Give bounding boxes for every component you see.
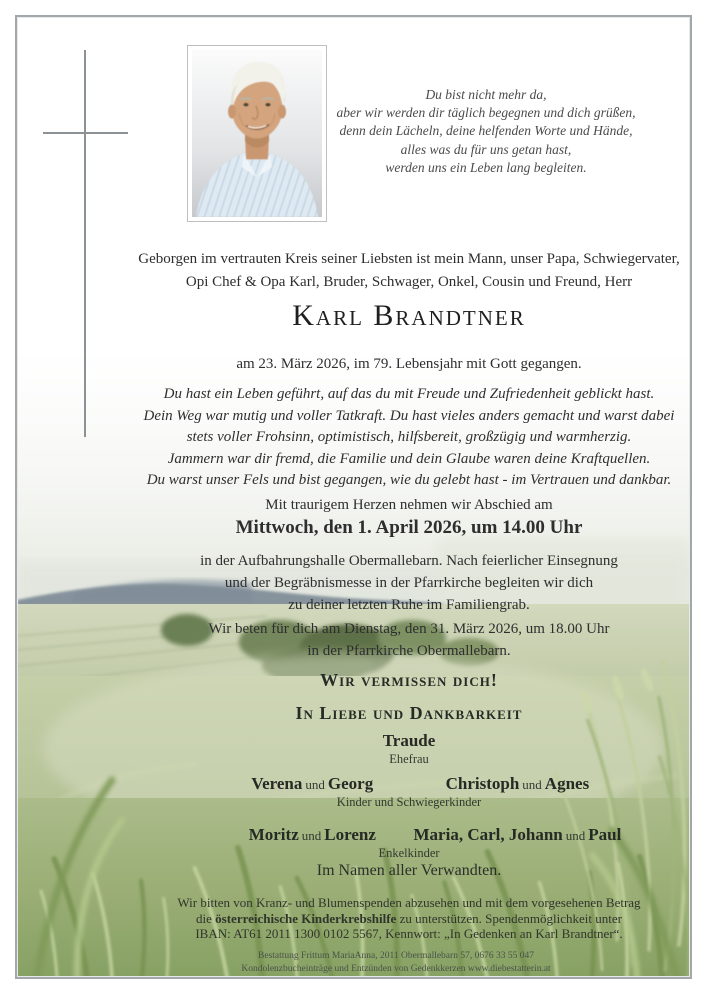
funeral-details [116, 550, 702, 616]
tribute-line: Jammern war dir fremd, die Familie und dein Glaube waren deine Kraftquellen. [167, 450, 651, 467]
closing-line: Im Namen aller Verwandten. [316, 862, 502, 879]
spouse-role-row [116, 752, 702, 769]
tribute-paragraph [116, 384, 702, 492]
donation-line: Wir bitten von Kranz- und Blumenspenden abzusehen und mit dem vorgesehenen Betrag [177, 895, 641, 910]
footer-line: Bestattung Frittum MariaAnna, 2011 Obermallebarn 57, 0676 33 55 047 [258, 951, 534, 961]
children-caption-row [116, 795, 702, 812]
funeral-details-line: und der Begräbnismesse in der Pfarrkirche begleiten wir dich [224, 575, 594, 591]
deceased-name: Karl Brandtner [292, 299, 526, 332]
grandchildren-caption: Enkelkinder [378, 846, 440, 860]
family-block [116, 731, 702, 863]
prayer-line: Wir beten für dich am Dienstag, den 31. März 2026, um 18.00 Uhr [208, 621, 610, 637]
tribute-line: Dein Weg war mutig und voller Tatkraft. Du hast vieles anders gemacht und warst dabei [143, 407, 675, 424]
donation-charity: österreichische Kinderkrebshilfe [215, 910, 397, 926]
poem-line: Du bist nicht mehr da, [425, 87, 547, 102]
intro-line: Opi Chef & Opa Karl, Bruder, Schwager, Onkel, Cousin und Freund, Herr [185, 274, 633, 290]
poem-line: denn dein Lächeln, deine helfenden Worte und Hände, [339, 123, 633, 139]
donation-iban-line: IBAN: AT61 2011 1300 0102 5567, Kennwort: „In Gedenken an Karl Brandtner“. [195, 926, 623, 941]
grandchildren-left: Moritz und Lorenz [248, 825, 376, 844]
grandchildren-right: Maria, Carl, Johann und Paul [413, 825, 622, 844]
children-row [116, 774, 702, 795]
introduction [116, 248, 702, 294]
missing-line-2: In Liebe und Dankbarkeit [295, 703, 523, 723]
tribute-line: stets voller Frohsinn, optimistisch, hilfsbereit, großzügig und warmherzig. [186, 429, 632, 445]
footer-line: Kondolenzbucheinträge und Entzünden von Gedenkkerzen www.diebestatterin.at [241, 963, 551, 974]
donation-notice [116, 895, 702, 942]
donation-line: die österreichische Kinderkrebshilfe zu unterstützen. Spendenmöglichkeit unter [196, 910, 622, 926]
farewell-intro: Mit traurigem Herzen nehmen wir Abschied am [265, 497, 553, 513]
spouse-row [116, 731, 702, 752]
children-right: Christoph und Agnes [445, 774, 590, 793]
death-date-line: am 23. März 2026, im 79. Lebensjahr mit Gott gegangen. [236, 356, 582, 372]
poem-line: alles was du für uns getan hast, [400, 141, 572, 157]
tribute-line: Du hast ein Leben geführt, auf das du mit Freude und Zufriedenheit geblickt hast. [163, 386, 655, 402]
prayer-line: in der Pfarrkirche Obermallebarn. [307, 643, 511, 659]
prayer-notice [116, 618, 702, 662]
memorial-cross [84, 50, 86, 437]
poem-line: aber wir werden dir täglich begegnen und dich grüßen, [336, 105, 636, 121]
missing-line-1: Wir vermissen dich! [320, 670, 498, 690]
funeral-datetime: Mittwoch, den 1. April 2026, um 14.00 Uhr [235, 517, 583, 538]
funeral-details-line: zu deiner letzten Ruhe im Familiengrab. [288, 597, 530, 613]
tribute-line: Du warst unser Fels und bist gegangen, wie du gelebt hast - im Vertrauen und dankbar. [146, 472, 672, 488]
funeral-details-line: in der Aufbahrungshalle Obermallebarn. Nach feierlicher Einsegnung [200, 553, 618, 569]
children-left: Verena und Georg [251, 774, 374, 793]
spouse-role: Ehefrau [389, 752, 429, 766]
spouse-name: Traude [382, 731, 436, 750]
intro-line: Geborgen im vertrauten Kreis seiner Liebsten ist mein Mann, unser Papa, Schwiegervater, [138, 251, 680, 267]
poem-line: werden uns ein Leben lang begleiten. [385, 159, 587, 175]
children-caption: Kinder und Schwiegerkinder [336, 795, 482, 809]
memorial-poem [280, 86, 692, 177]
memorial-cross-arm [43, 132, 128, 134]
grandchildren-row [116, 825, 702, 846]
grandchildren-caption-row [116, 846, 702, 863]
funeral-home-footer [116, 950, 676, 975]
